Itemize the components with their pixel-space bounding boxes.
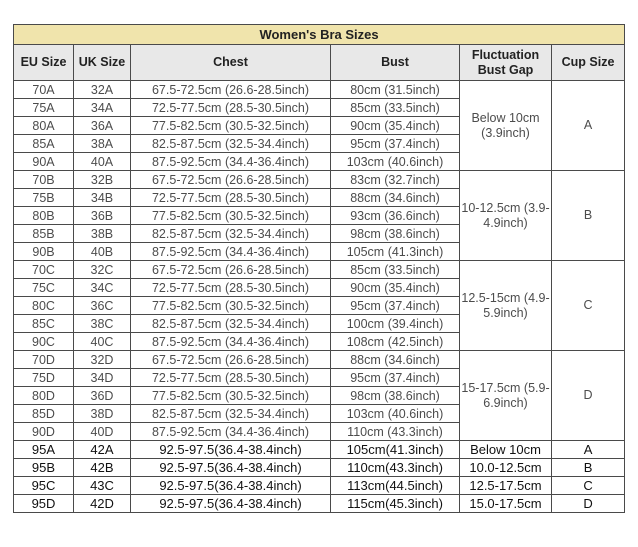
bust-cell: 88cm (34.6inch)	[331, 189, 460, 207]
chest-cell: 77.5-82.5cm (30.5-32.5inch)	[131, 117, 331, 135]
bust-cell: 108cm (42.5inch)	[331, 333, 460, 351]
uk-size-cell: 36B	[74, 207, 131, 225]
table-row	[14, 477, 625, 495]
chest-cell: 87.5-92.5cm (34.4-36.4inch)	[131, 333, 331, 351]
uk-size-cell: 34C	[74, 279, 131, 297]
uk-size-cell: 34B	[74, 189, 131, 207]
table-row	[14, 171, 625, 189]
eu-size-cell: 90A	[14, 153, 74, 171]
chest-cell: 67.5-72.5cm (26.6-28.5inch)	[131, 171, 331, 189]
cup-size-cell: D	[552, 351, 625, 441]
eu-size-cell: 70B	[14, 171, 74, 189]
bust-gap-cell: 15.0-17.5cm	[460, 495, 552, 513]
uk-size-cell: 34A	[74, 99, 131, 117]
extended-sizes	[14, 441, 625, 513]
uk-size-cell: 40C	[74, 333, 131, 351]
eu-size-cell: 75A	[14, 99, 74, 117]
uk-size-cell: 38B	[74, 225, 131, 243]
bust-cell: 100cm (39.4inch)	[331, 315, 460, 333]
cup-size-cell: D	[552, 495, 625, 513]
header-fluctuation-bust-gap: Fluctuation Bust Gap	[460, 45, 552, 81]
bust-cell: 90cm (35.4inch)	[331, 117, 460, 135]
chest-cell: 77.5-82.5cm (30.5-32.5inch)	[131, 387, 331, 405]
chest-cell: 72.5-77.5cm (28.5-30.5inch)	[131, 99, 331, 117]
bust-cell: 115cm(45.3inch)	[331, 495, 460, 513]
chest-cell: 72.5-77.5cm (28.5-30.5inch)	[131, 279, 331, 297]
table-row	[14, 81, 625, 99]
eu-size-cell: 95B	[14, 459, 74, 477]
chest-cell: 87.5-92.5cm (34.4-36.4inch)	[131, 243, 331, 261]
chest-cell: 72.5-77.5cm (28.5-30.5inch)	[131, 189, 331, 207]
bust-cell: 103cm (40.6inch)	[331, 405, 460, 423]
uk-size-cell: 32A	[74, 81, 131, 99]
bust-gap-cell: Below 10cm (3.9inch)	[460, 81, 552, 171]
bust-gap-cell: 12.5-17.5cm	[460, 477, 552, 495]
bust-cell: 110cm (43.3inch)	[331, 423, 460, 441]
eu-size-cell: 90B	[14, 243, 74, 261]
table-row	[14, 495, 625, 513]
bust-cell: 93cm (36.6inch)	[331, 207, 460, 225]
chest-cell: 92.5-97.5(36.4-38.4inch)	[131, 459, 331, 477]
bust-cell: 105cm(41.3inch)	[331, 441, 460, 459]
bust-cell: 95cm (37.4inch)	[331, 135, 460, 153]
table-row	[14, 261, 625, 279]
uk-size-cell: 42B	[74, 459, 131, 477]
uk-size-cell: 32B	[74, 171, 131, 189]
eu-size-cell: 80B	[14, 207, 74, 225]
chest-cell: 72.5-77.5cm (28.5-30.5inch)	[131, 369, 331, 387]
cup-group-d	[14, 351, 625, 441]
bust-cell: 98cm (38.6inch)	[331, 225, 460, 243]
uk-size-cell: 32D	[74, 351, 131, 369]
uk-size-cell: 42A	[74, 441, 131, 459]
eu-size-cell: 95A	[14, 441, 74, 459]
eu-size-cell: 95C	[14, 477, 74, 495]
cup-size-cell: A	[552, 81, 625, 171]
header-chest: Chest	[131, 45, 331, 81]
uk-size-cell: 43C	[74, 477, 131, 495]
bust-gap-cell: 12.5-15cm (4.9-5.9inch)	[460, 261, 552, 351]
eu-size-cell: 75B	[14, 189, 74, 207]
uk-size-cell: 36D	[74, 387, 131, 405]
eu-size-cell: 70A	[14, 81, 74, 99]
cup-size-cell: B	[552, 459, 625, 477]
bust-cell: 80cm (31.5inch)	[331, 81, 460, 99]
eu-size-cell: 85D	[14, 405, 74, 423]
eu-size-cell: 70D	[14, 351, 74, 369]
cup-size-cell: A	[552, 441, 625, 459]
bust-gap-cell: 15-17.5cm (5.9-6.9inch)	[460, 351, 552, 441]
eu-size-cell: 70C	[14, 261, 74, 279]
cup-group-c	[14, 261, 625, 351]
table-title: Women's Bra Sizes	[14, 25, 625, 45]
uk-size-cell: 36A	[74, 117, 131, 135]
uk-size-cell: 40A	[74, 153, 131, 171]
uk-size-cell: 38D	[74, 405, 131, 423]
uk-size-cell: 40B	[74, 243, 131, 261]
table-row	[14, 459, 625, 477]
chest-cell: 87.5-92.5cm (34.4-36.4inch)	[131, 423, 331, 441]
eu-size-cell: 85C	[14, 315, 74, 333]
header-eu-size: EU Size	[14, 45, 74, 81]
table-row	[14, 351, 625, 369]
chest-cell: 92.5-97.5(36.4-38.4inch)	[131, 477, 331, 495]
bust-cell: 85cm (33.5inch)	[331, 261, 460, 279]
bust-cell: 83cm (32.7inch)	[331, 171, 460, 189]
uk-size-cell: 34D	[74, 369, 131, 387]
chest-cell: 67.5-72.5cm (26.6-28.5inch)	[131, 351, 331, 369]
uk-size-cell: 40D	[74, 423, 131, 441]
uk-size-cell: 32C	[74, 261, 131, 279]
bust-gap-cell: 10-12.5cm (3.9-4.9inch)	[460, 171, 552, 261]
bust-cell: 85cm (33.5inch)	[331, 99, 460, 117]
cup-group-b	[14, 171, 625, 261]
bust-cell: 113cm(44.5inch)	[331, 477, 460, 495]
chest-cell: 67.5-72.5cm (26.6-28.5inch)	[131, 261, 331, 279]
uk-size-cell: 38A	[74, 135, 131, 153]
chest-cell: 77.5-82.5cm (30.5-32.5inch)	[131, 207, 331, 225]
table-row	[14, 441, 625, 459]
header-bust: Bust	[331, 45, 460, 81]
cup-size-cell: C	[552, 261, 625, 351]
chest-cell: 82.5-87.5cm (32.5-34.4inch)	[131, 225, 331, 243]
chest-cell: 82.5-87.5cm (32.5-34.4inch)	[131, 405, 331, 423]
eu-size-cell: 85B	[14, 225, 74, 243]
eu-size-cell: 85A	[14, 135, 74, 153]
header-cup-size: Cup Size	[552, 45, 625, 81]
bra-size-table	[13, 24, 625, 513]
chest-cell: 92.5-97.5(36.4-38.4inch)	[131, 495, 331, 513]
bust-cell: 90cm (35.4inch)	[331, 279, 460, 297]
eu-size-cell: 95D	[14, 495, 74, 513]
cup-group-a	[14, 81, 625, 171]
eu-size-cell: 90C	[14, 333, 74, 351]
chest-cell: 82.5-87.5cm (32.5-34.4inch)	[131, 135, 331, 153]
eu-size-cell: 90D	[14, 423, 74, 441]
chest-cell: 67.5-72.5cm (26.6-28.5inch)	[131, 81, 331, 99]
bust-gap-cell: Below 10cm	[460, 441, 552, 459]
chest-cell: 87.5-92.5cm (34.4-36.4inch)	[131, 153, 331, 171]
eu-size-cell: 80A	[14, 117, 74, 135]
bust-gap-cell: 10.0-12.5cm	[460, 459, 552, 477]
bust-cell: 98cm (38.6inch)	[331, 387, 460, 405]
bust-cell: 88cm (34.6inch)	[331, 351, 460, 369]
chest-cell: 82.5-87.5cm (32.5-34.4inch)	[131, 315, 331, 333]
uk-size-cell: 42D	[74, 495, 131, 513]
chest-cell: 92.5-97.5(36.4-38.4inch)	[131, 441, 331, 459]
uk-size-cell: 36C	[74, 297, 131, 315]
bust-cell: 103cm (40.6inch)	[331, 153, 460, 171]
bust-cell: 95cm (37.4inch)	[331, 369, 460, 387]
cup-size-cell: B	[552, 171, 625, 261]
bust-cell: 110cm(43.3inch)	[331, 459, 460, 477]
eu-size-cell: 75D	[14, 369, 74, 387]
uk-size-cell: 38C	[74, 315, 131, 333]
eu-size-cell: 80C	[14, 297, 74, 315]
eu-size-cell: 75C	[14, 279, 74, 297]
header-uk-size: UK Size	[74, 45, 131, 81]
eu-size-cell: 80D	[14, 387, 74, 405]
bust-cell: 105cm (41.3inch)	[331, 243, 460, 261]
chest-cell: 77.5-82.5cm (30.5-32.5inch)	[131, 297, 331, 315]
bust-cell: 95cm (37.4inch)	[331, 297, 460, 315]
cup-size-cell: C	[552, 477, 625, 495]
